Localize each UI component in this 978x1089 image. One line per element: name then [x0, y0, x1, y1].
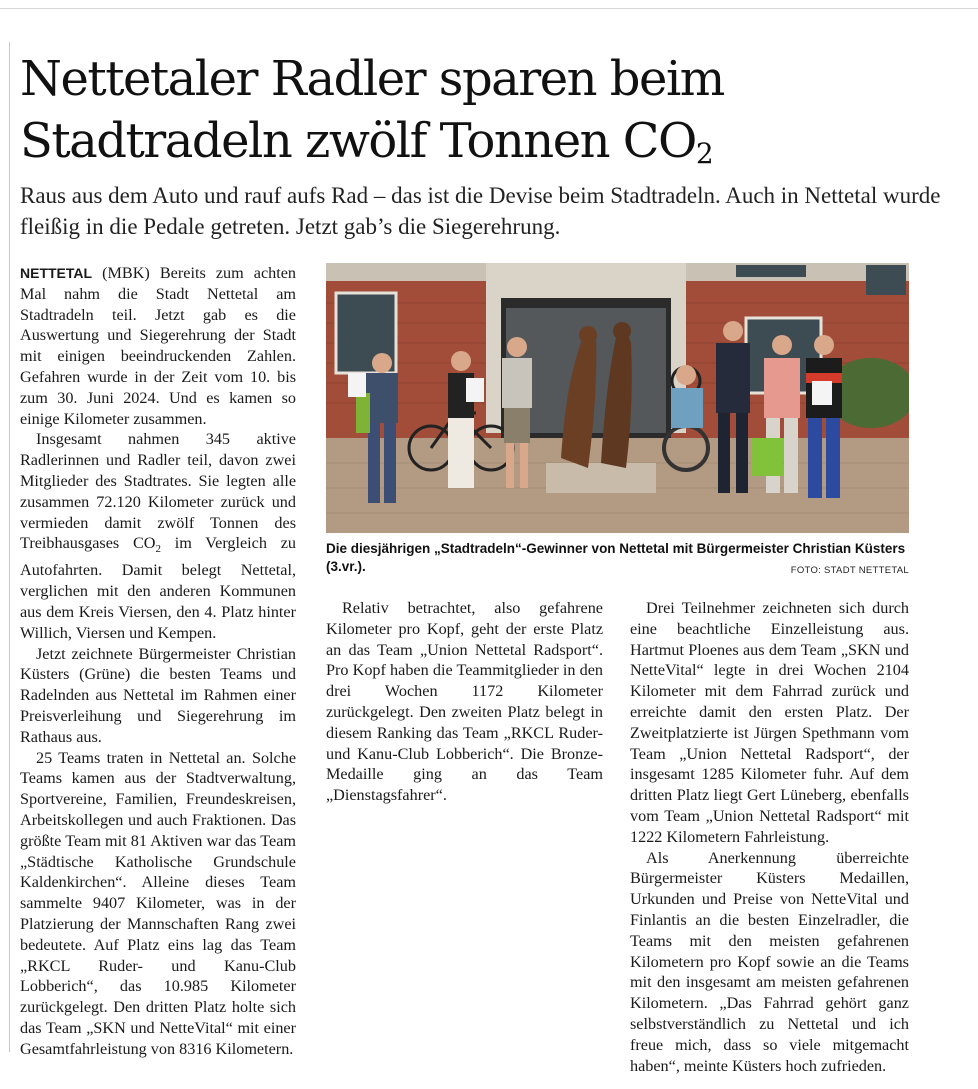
paragraph-award: Jetzt zeichnete Bürgermeister Christian Küsters (Grüne) die besten Teams und Radelnden aus Nettetal im Rahmen einer Preisverleihung und Siegerehrung im Rathaus aus. — [20, 644, 296, 746]
participants-text-a: Insgesamt nahmen 345 aktive Radlerinnen und Radler teil, davon zwei Mitglieder des Stadtrates. Sie legten alle zusammen 72.120 Kilometer zurück und vermieden damit zwölf Tonnen des Treibhausgases CO — [20, 430, 296, 553]
paragraph-intro — [20, 263, 296, 429]
paragraph-recognition: Als Anerkennung überreichte Bürgermeister Küsters Medaillen, Urkunden und Preise von NetteVital und Finlantis an die besten Einzelradler, die Teams mit den meisten gefahrenen Kilometern pro Kopf sowie an die Teams mit den insgesamt am meisten gefahrenen Kilometern. „Das Fahrrad gehört ganz selbstverständlich zu Nettetal und ich freue mich, dass so viele mitgemacht haben“, meinte Küsters hoch zufrieden. — [630, 848, 909, 1075]
paragraph-individuals: Drei Teilnehmer zeichneten sich durch eine beachtliche Einzelleistung aus. Hartmut Ploenes aus dem Team „SKN und NetteVital“ legte in drei Wochen 2104 Kilometer mit dem Fahrrad zurück und erreichte damit den ersten Platz. Der Zweitplatzierte ist Jürgen Spethmann vom Team „Union Nettetal Radsport“, der insgesamt 1285 Kilometer fuhr. Auf dem dritten Platz liegt Gert Lüneberg, ebenfalls vom Team „Union Nettetal Radsport“ mit 1222 Kilometern Fahrleistung. — [630, 599, 909, 846]
article-headline — [20, 48, 960, 172]
text-column-2 — [326, 598, 603, 806]
headline-subscript: 2 — [695, 137, 713, 170]
photo-credit: FOTO: STADT NETTETAL — [790, 565, 909, 576]
intro-text: (MBK) Bereits zum achten Mal nahm die Stadt Nettetal am Stadtradeln teil. Jetzt gab es die Auswertung und Siegerehrung der Stadt mit einigen beeindruckenden Zahlen. Gefahren wurde in der Zeit vom 10. bis zum 30. Juni 2024. Und es kamen so einige Kilometer zusammen. — [20, 264, 296, 428]
headline-line-1: Nettetaler Radler sparen beim — [20, 51, 724, 107]
article-photo — [326, 263, 909, 533]
headline-line-2: Stadtradeln zwölf Tonnen CO — [20, 113, 696, 169]
participants-text-b: im Vergleich zu Autofahrten. Damit belegt Nettetal, verglichen mit den anderen Kommunen aus dem Kreis Viersen, den 4. Platz hinter Willich, Viersen und Kempen. — [20, 534, 296, 642]
co2-subscript: 2 — [155, 543, 161, 556]
top-page-edge — [0, 0, 978, 9]
paragraph-teams: 25 Teams traten in Nettetal an. Solche Teams kamen aus der Stadtverwaltung, Sportvereine, Familien, Freundeskreisen, Arbeitskollegen und auch Fraktionen. Das größte Team mit 81 Aktiven war das Team „Städtische Katholische Grundschule Kaldenkirchen“. Alleine dieses Team sammelte 9407 Kilometer, was in der Platzierung der Mannschaften Rang zwei bedeutete. Auf Platz eins lag das Team „RKCL Ruder- und Kanu-Club Lobberich“, das 10.985 Kilometer zurückgelegt. Den dritten Platz holte sich das Team „SKN und NetteVital“ mit einer Gesamtfahrleistung von 8316 Kilometern. — [20, 748, 296, 1058]
text-column-1 — [20, 263, 296, 1060]
photo-caption: Die diesjährigen „Stadtradeln“-Gewinner von Nettetal mit Bürgermeister Christian Küsters (3.vr.). — [326, 541, 906, 574]
dateline: NETTETAL — [20, 265, 93, 281]
paragraph-per-capita: Relativ betrachtet, also gefahrene Kilometer pro Kopf, geht der erste Platz an das Team „Union Nettetal Radsport“. Pro Kopf haben die Teammitglieder in den drei Wochen 1172 Kilometer zurückgelegt. Den zweiten Platz belegt in diesem Ranking das Team „RKCL Ruder- und Kanu-Club Lobberich“. Die Bronze-Medaille ging an das Team „Dienstagsfahrer“. — [326, 599, 603, 805]
article-subheadline: Raus aus dem Auto und rauf aufs Rad – das ist die Devise beim Stadtradeln. Auch in Nettetal wurde fleißig in die Pedale getreten. Jetzt gab’s die Siegerehrung. — [20, 183, 941, 239]
text-column-3 — [630, 598, 909, 1076]
group-photo-illustration — [326, 263, 909, 533]
column-rule — [9, 42, 10, 1052]
paragraph-participants — [20, 429, 296, 643]
